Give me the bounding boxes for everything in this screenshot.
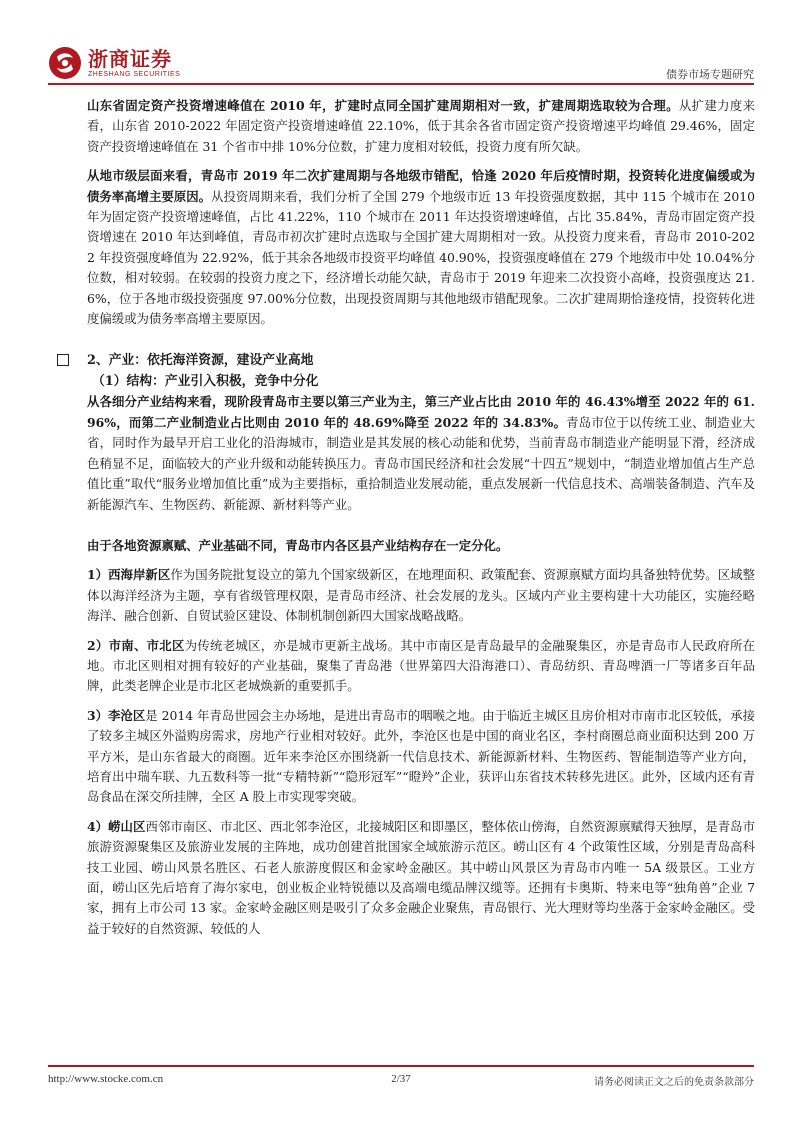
paragraph-licang-district	[87, 706, 755, 808]
page-number: 2/37	[391, 1073, 411, 1085]
paragraph-laoshan-district	[87, 817, 755, 939]
company-logo	[48, 46, 180, 80]
paragraph-shandong	[87, 96, 755, 157]
paragraph-west-coast-district	[87, 565, 755, 626]
district-label: 1）西海岸新区	[87, 567, 171, 583]
district-label: 2）市南、市北区	[87, 637, 185, 653]
report-type: 债券市场专题研究	[666, 68, 754, 81]
paragraph-bold-lead: 从地市级层面来看，青岛市 2019 年二次扩建周期与各地级市错配，恰逢 2020 年后疫情时期，投资转化进度偏缓或为债务率高增主要原因。	[87, 168, 755, 204]
district-label: 3）李沧区	[87, 707, 146, 723]
paragraph-bold-lead: 由于各地资源禀赋、产业基础不同，青岛市内各区县产业结构存在一定分化。	[87, 537, 509, 553]
paragraph-text: 西邻市南区、市北区、西北邻李沧区，北接城阳区和即墨区，整体依山傍海，自然资源禀赋得天独厚，是青岛市旅游资源聚集区及旅游业发展的主阵地，成功创建首批国家全域旅游示范区。崂山区有 4 个政策性区域，分别是青岛高科技工业园、崂山风景名胜区、石老人旅游度假区和金家岭金融区。其中崂山风景区为青岛市内唯一 5A 级景区。工业方面，崂山区先后培育了海尔家电，创业板企业特锐德以及高端电缆品牌汉缆等。还拥有卡奥斯、特来电等“独角兽”企业 7 家，拥有上市公司 13 家。金家岭金融区则是吸引了众多金融企业聚焦，青岛银行、光大理财等均坐落于金家岭金融区。受益于较好的自然资源、较低的人	[87, 818, 755, 936]
paragraph-bold-lead: 从各细分产业结构来看，现阶段青岛市主要以第三产业为主，第三产业占比由 2010 年的 46.43%增至 2022 年的 61.96%，而第二产业制造业占比则由 2010 年的 48.69%降至 2022 年的 34.83%。	[87, 394, 755, 430]
paragraph-bold-lead: 山东省固定资产投资增速峰值在 2010 年，扩建时点同全国扩建周期相对一致，扩建周期选取较为合理。	[87, 98, 679, 113]
footer-divider	[48, 1065, 754, 1067]
disclaimer-note: 请务必阅读正文之后的免责条款部分	[594, 1077, 754, 1088]
district-label: 4）崂山区	[87, 818, 146, 834]
subsection-heading: （1）结构：产业引入积极，竞争中分化	[92, 374, 319, 390]
main-content	[87, 96, 755, 939]
logo-name: 浙商证券	[88, 46, 172, 71]
section-heading-text: 2、产业：依托海洋资源，建设产业高地	[87, 353, 314, 369]
paragraph-text: 从投资周期来看，我们分析了全国 279 个地级市近 13 年投资强度数据，其中 115 个城市在 2010 年为固定资产投资增速峰值，占比 41.22%，110 个城市在 2011 年达投资增速峰值，占比 35.84%，青岛市固定资产投资增速在 2010 年达到峰值，青岛市初次扩建时点选取与全国扩建大周期相对一致。从投资力度来看，青岛市 2010-2022 年投资强度峰值为 22.92%，低于其余各地级市投资平均峰值 40.90%，投资强度峰值在 279 个地级市中处 10.04%分位数，相对较弱。在较弱的投资力度之下，经济增长动能欠缺，青岛市于 2019 年迎来二次投资小高峰，投资强度达 21.6%，位于各地市级投资强度 97.00%分位数，出现投资周期与其他地级市错配现象。二次扩建周期恰逢疫情，投资转化进度偏缓或为债务率高增主要原因。	[87, 188, 756, 327]
header-divider	[48, 83, 754, 85]
paragraph-text: 青岛市位于以传统工业、制造业大省，同时作为最早开启工业化的沿海城市，制造业是其发展的核心动能和优势，当前青岛市制造业产能明显下滑，经济成色稍显不足，面临较大的产业升级和动能转换压力。青岛市国民经济和社会发展“十四五”规划中，“制造业增加值占生产总值比重”取代“服务业增加值比重”成为主要指标，重拾制造业发展动能，重点发展新一代信息技术、高端装备制造、汽车及新能源汽车、生物医药、新能源、新材料等产业。	[87, 414, 756, 512]
section-heading	[87, 350, 755, 371]
paragraph-district-divergence	[87, 536, 755, 556]
paragraph-text: 是 2014 年青岛世园会主办场地，是进出青岛市的咽喉之地。由于临近主城区且房价相对市南市北区较低，承接了较多主城区外溢购房需求，房地产行业相对较好。此外，李沧区也是中国的商业名区，李村商圈总商业面积达到 200 万平方米，是山东省最大的商圈。近年来李沧区亦围绕新一代信息技术、新能源新材料、生物医药、智能制造等产业方向，培育出中瑞车联、九五数科等一批“专精特新”“隐形冠军”“瞪羚”企业，获评山东省技术转移先进区。此外，区域内还有青岛食品在深交所挂牌，全区 A 股上市实现零突破。	[87, 707, 755, 805]
footer-url-link[interactable]: http://www.stocke.com.cn	[48, 1073, 164, 1085]
paragraph-text: 从扩建力度来看，山东省 2010-2022 年固定资产投资增速峰值 22.10%，低于其余各省市固定资产投资增速平均峰值 29.46%，固定资产投资增速峰值在 31 个省市中排 10%分位数，扩建力度相对较低，投资力度有所欠缺。	[87, 98, 755, 154]
paragraph-shinan-shibei-district	[87, 636, 755, 697]
page-header	[48, 46, 754, 94]
checkbox-bullet-icon	[57, 354, 69, 366]
paragraph-prefecture-level	[87, 166, 755, 329]
page-footer	[48, 1065, 754, 1091]
zheshang-logo-icon	[48, 46, 82, 80]
paragraph-text: 为传统老城区，亦是城市更新主战场。其中市南区是青岛最早的金融聚集区，亦是青岛市人民政府所在地。市北区则相对拥有较好的产业基础，聚集了青岛港（世界第四大沿海港口）、青岛纺织、青岛啤酒一厂等诸多百年品牌，此类老牌企业是市北区老城焕新的重要抓手。	[87, 637, 756, 694]
logo-english-name: ZHESHANG SECURITIES	[88, 70, 181, 78]
paragraph-text: 作为国务院批复设立的第九个国家级新区，在地理面积、政策配套、资源禀赋方面均具备独特优势。区域整体以海洋经济为主题，享有省级管理权限，是青岛市经济、社会发展的龙头。区域内产业主要构建十大功能区，实施经略海洋、融合创新、自贸试验区建设、体制机制创新四大国家战略战略。	[87, 567, 756, 624]
paragraph-industry-structure	[87, 392, 755, 514]
